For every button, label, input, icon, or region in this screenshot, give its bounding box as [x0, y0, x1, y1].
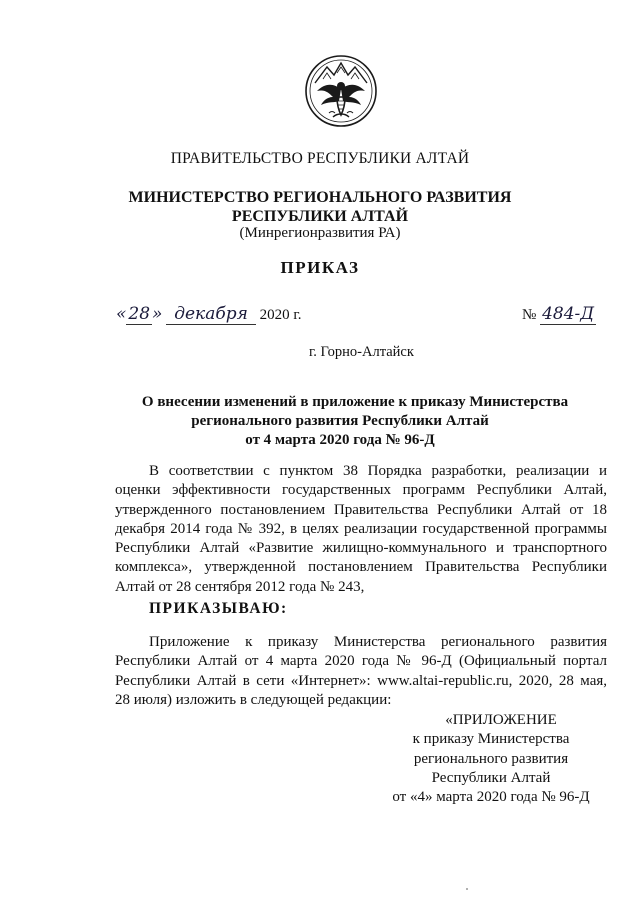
ministry-title-line1: МИНИСТЕРСТВО РЕГИОНАЛЬНОГО РАЗВИТИЯ: [128, 189, 512, 206]
subject-line3: от 4 марта 2020 года № 96-Д: [245, 432, 435, 448]
order-subject: [35, 393, 640, 450]
preamble-line: декабря 2014 года № 392, в целях реализации государственной программы: [115, 520, 607, 537]
appendix-line: Республики Алтай: [431, 769, 551, 786]
scan-speck: [466, 888, 468, 890]
appendix-line: «ПРИЛОЖЕНИЕ: [445, 712, 557, 728]
decree-line: Республики Алтай в сети «Интернет»: www.altai-republic.ru, 2020, 28 мая,: [115, 672, 607, 689]
eagle-emblem-icon: [303, 53, 379, 129]
decree-line: Приложение к приказу Министерства регионального развития: [149, 634, 607, 650]
decree-word: ПРИКАЗЫВАЮ:: [149, 600, 288, 617]
appendix-header: [372, 711, 610, 807]
decree-line: 28 июля) изложить в следующей редакции:: [115, 691, 392, 708]
date-year: 2020 г.: [259, 307, 302, 323]
subject-line2: регионального развития Республики Алтай: [191, 413, 489, 429]
number-sign: №: [522, 307, 537, 323]
subject-line1: О внесении изменений в приложение к приказу Министерства: [141, 394, 569, 410]
preamble-line: комплекса», утвержденной постановлением Правительства Республики: [115, 559, 607, 576]
date-month: декабря: [166, 304, 256, 325]
ministry-short-name: (Минрегионразвития РА): [239, 225, 401, 241]
preamble-line: утвержденного постановлением Правительства Республики Алтай от 18: [115, 501, 607, 518]
preamble-line: Алтай от 28 сентября 2012 года № 243,: [115, 578, 365, 595]
order-title: ПРИКАЗ: [280, 258, 360, 277]
appendix-line: от «4» марта 2020 года № 96-Д: [392, 789, 590, 806]
ministry-title: [0, 188, 640, 226]
preamble-line: В соответствии с пунктом 38 Порядка разработки, реализации и: [149, 463, 607, 479]
city: г. Горно-Алтайск: [309, 344, 414, 360]
ministry-title-line2: РЕСПУБЛИКИ АЛТАЙ: [231, 208, 409, 225]
decree-paragraph: [115, 633, 607, 710]
order-number: [522, 304, 596, 325]
date-day: 28: [128, 304, 151, 324]
number-value: 484-Д: [542, 304, 595, 324]
government-title: ПРАВИТЕЛЬСТВО РЕСПУБЛИКИ АЛТАЙ: [170, 150, 470, 167]
appendix-line: к приказу Министерства: [412, 731, 570, 748]
decree-line: Республики Алтай от 4 марта 2020 года № 96-Д (Официальный портал: [115, 653, 607, 670]
date-close-quote: »: [152, 304, 163, 324]
preamble-line: оценки эффективности государственных программ Республики Алтай,: [115, 482, 607, 499]
appendix-line: регионального развития: [413, 750, 569, 767]
date-open-quote: «: [116, 304, 127, 324]
preamble-paragraph: [115, 462, 607, 597]
order-date: [116, 304, 302, 325]
preamble-line: Республики Алтай «Развитие жилищно-коммунального и транспортного: [115, 540, 607, 557]
